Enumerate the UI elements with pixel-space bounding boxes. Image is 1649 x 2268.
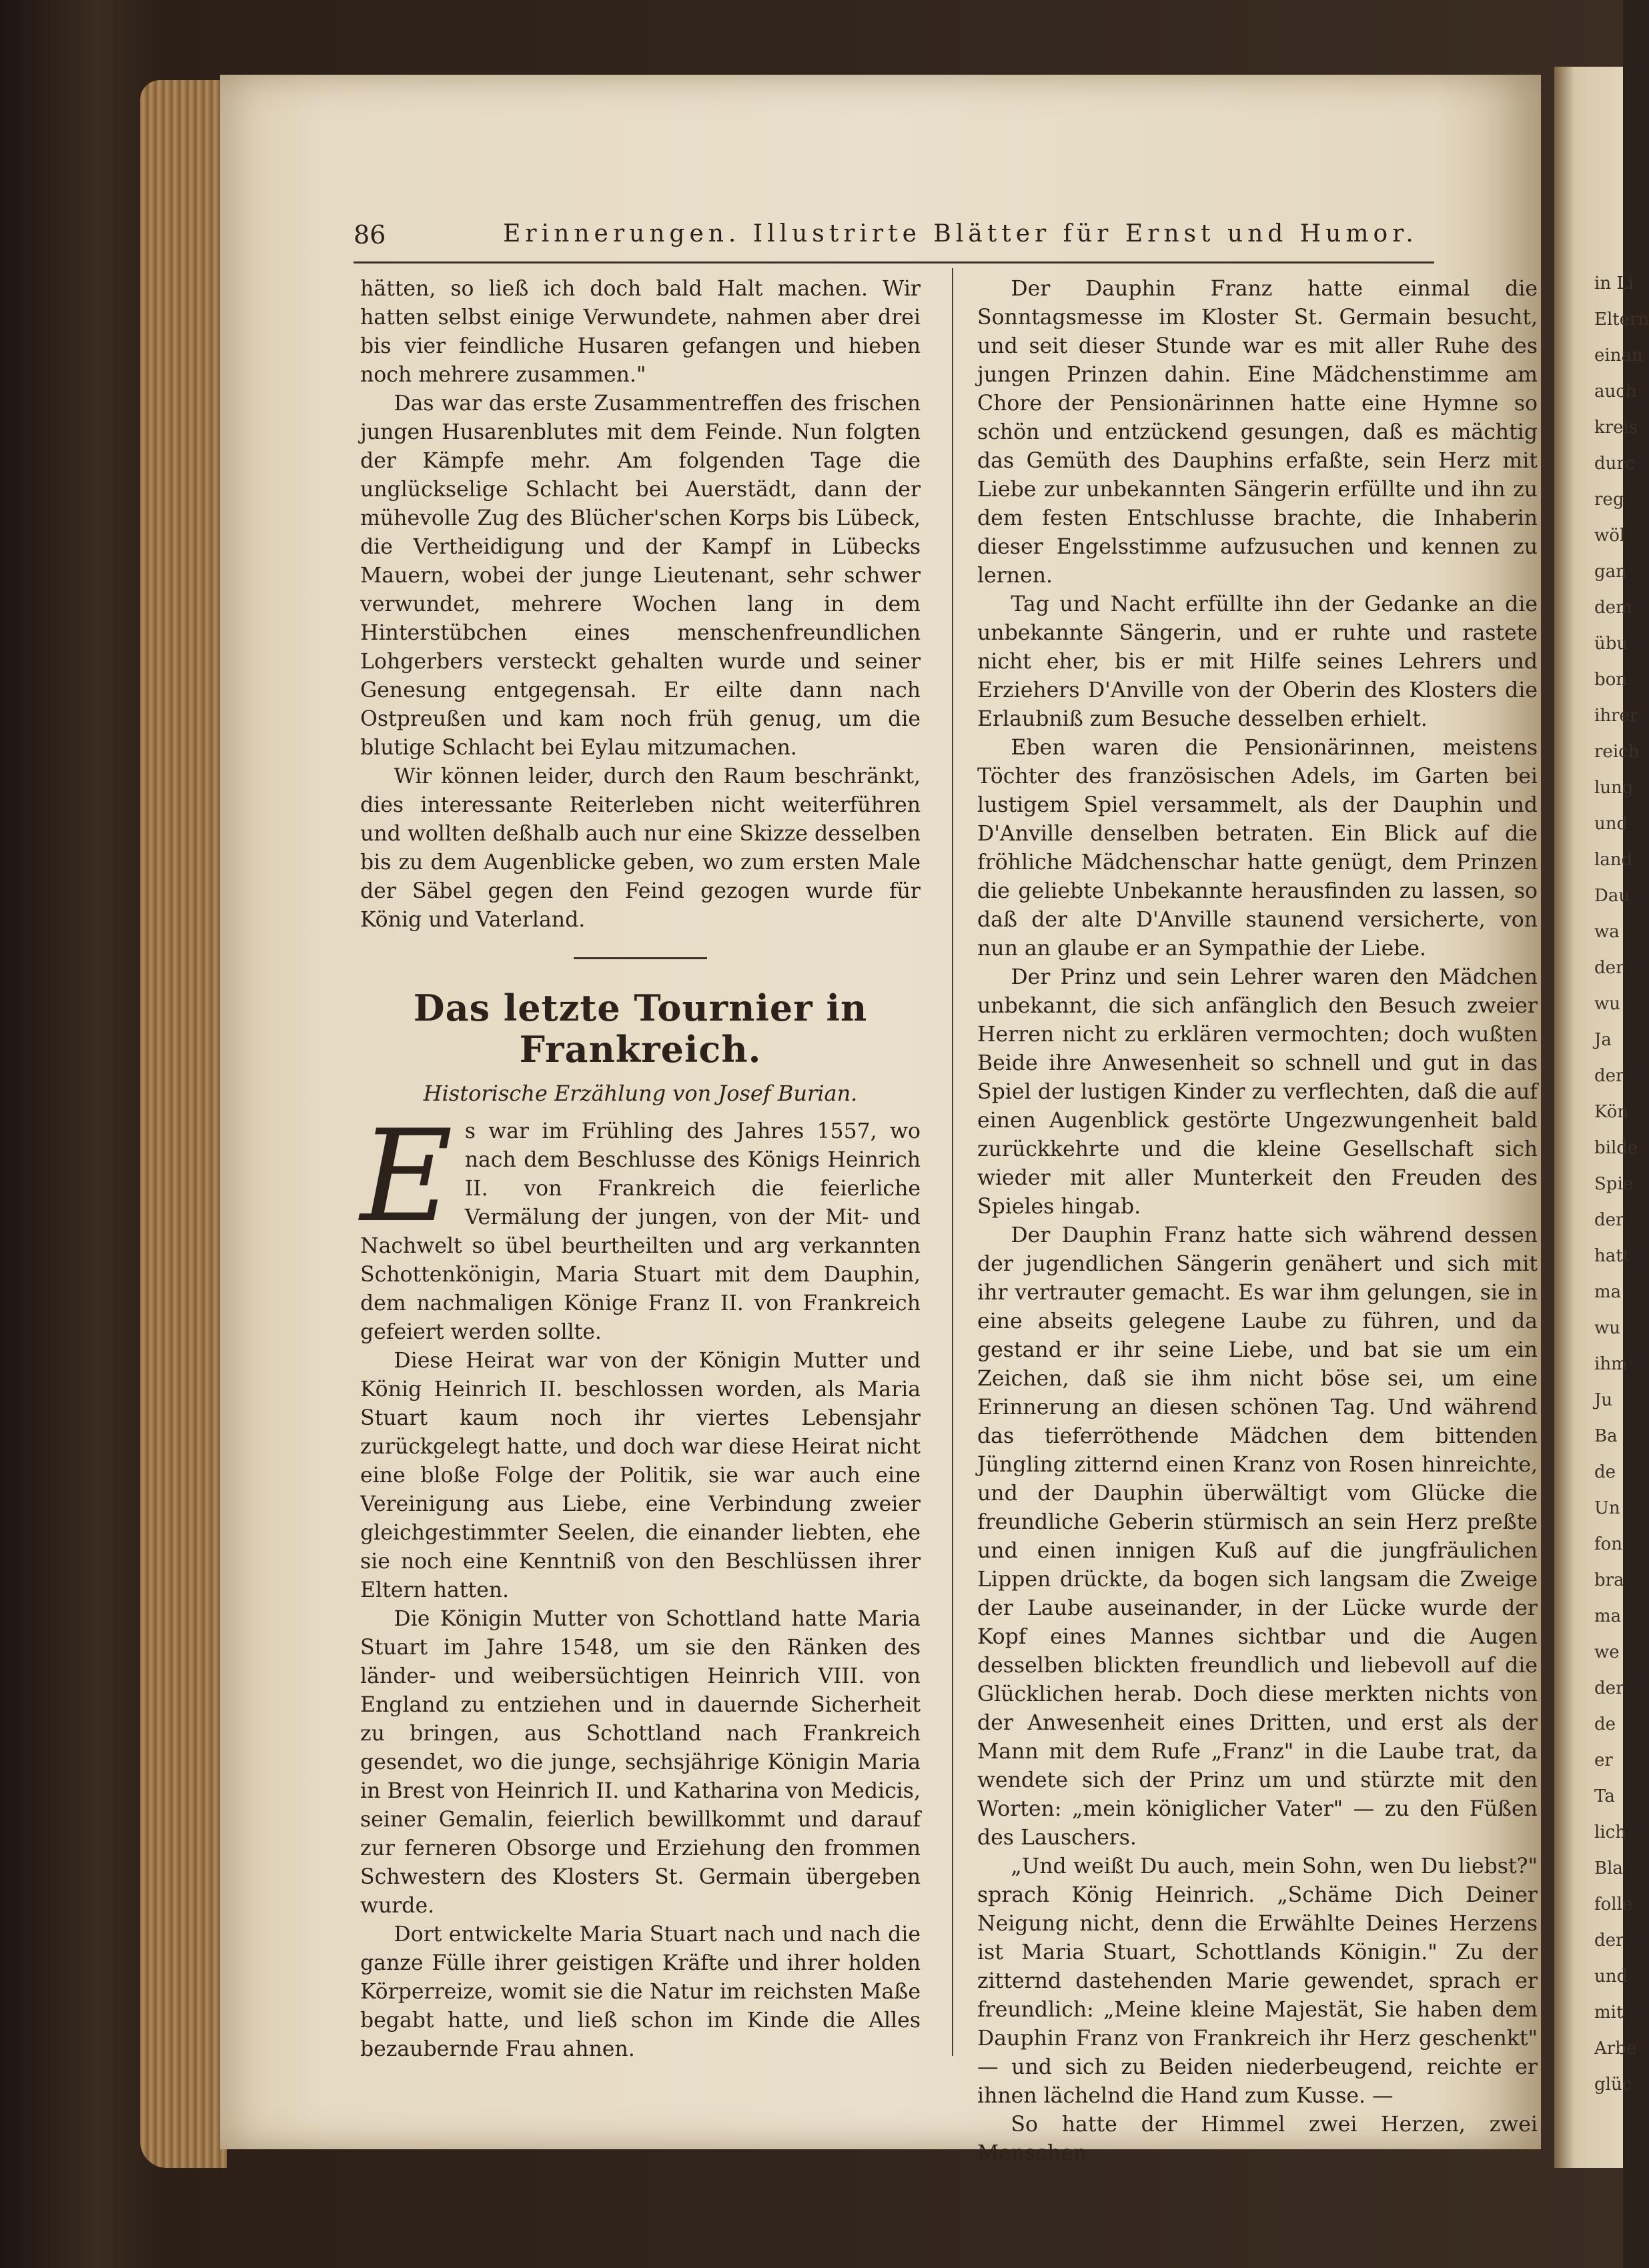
facing-page-fragment: de [1594, 1462, 1616, 1482]
facing-page-fragment: Kön [1594, 1102, 1629, 1122]
story-title: Das letzte Tournier in Frankreich. [413, 987, 868, 1071]
paragraph: Wir können leider, durch den Raum beschränkt, dies interessante Reiterleben nicht weiterführen und wollten deßhalb auch nur eine Skizze desselben bis zu dem Augenblicke geben, wo zum ersten Male der Säbel gegen den Feind gezogen wurde für König und Vaterland. [360, 764, 921, 932]
facing-page-fragment: wu [1594, 1318, 1620, 1338]
facing-page-fragment: ma [1594, 1282, 1622, 1302]
paragraph: hätten, so ließ ich doch bald Halt machen. Wir hatten selbst einige Verwundete, nahmen aber drei bis vier feindliche Husaren gefangen und hieben noch mehrere zusammen." [360, 277, 921, 387]
left-column [360, 275, 921, 2064]
book-page [220, 75, 1541, 2165]
paragraph: Die Königin Mutter von Schottland hatte Maria Stuart im Jahre 1548, um sie den Ränken des länder- und weibersüchtigen Heinrich VIII. von England zu entziehen und in dauernde Sicherheit zu bringen, aus Schottland nach Frankreich gesendet, wo die junge, sechsjährige Königin Maria in Brest von Heinrich II. und Katharina von Medicis, seiner Gemalin, feierlich bewillkommt und darauf zur ferneren Obsorge und Erziehung den frommen Schwestern des Klosters St. Germain übergeben wurde. [360, 1607, 921, 1918]
paragraph: Der Prinz und sein Lehrer waren den Mädchen unbekannt, die sich anfänglich den Besuch zweier Herren nicht zu erklären vermochten; doch wußten Beide ihre Anwesenheit so schnell und gut in das Spiel der lustigen Kinder zu verflechten, daß die auf einen Augenblick gestörte Ungezwungenheit bald zurückkehrte und die kleine Gesellschaft sich wieder mit aller Munterkeit den Freuden des Spieles hingab. [977, 965, 1538, 1219]
page-header [354, 208, 1434, 263]
paragraph: Der Dauphin Franz hatte einmal die Sonntagsmesse im Kloster St. Germain besucht, und seit dieser Stunde war es mit aller Ruhe des jungen Prinzen dahin. Eine Mädchenstimme am Chore der Pensionärinnen hatte eine Hymne so schön und entzückend gesungen, daß es mächtig das Gemüth des Dauphins erfaßte, sein Herz mit Liebe zur unbekannten Sängerin erfüllte und ihn zu dem festen Entschlusse brachte, die Inhaberin dieser Engelsstimme aufzusuchen und kennen zu lernen. [977, 277, 1538, 588]
facing-page-fragment: ihrer [1594, 706, 1638, 726]
facing-page-fragment: der [1594, 1066, 1624, 1086]
facing-page-fragment: land [1594, 850, 1633, 870]
facing-page-fragment: der [1594, 1210, 1624, 1230]
facing-page-fragment: bra [1594, 1570, 1624, 1590]
facing-page-fragment: mit [1594, 2003, 1624, 2023]
facing-page-fragment: ma [1594, 1606, 1622, 1626]
facing-page-fragment: der [1594, 1678, 1624, 1698]
paragraph: So hatte der Himmel zwei Herzen, zwei Menschen [977, 2113, 1538, 2165]
facing-page-fragment: gan [1594, 562, 1627, 582]
paragraph: Tag und Nacht erfüllte ihn der Gedanke an die unbekannte Sängerin, und er ruhte und rastete nicht eher, bis er mit Hilfe seines Lehrers und Erziehers D'Anville von der Oberin des Klosters die Erlaubniß zum Besuche desselben erhielt. [977, 592, 1538, 731]
facing-page-fragment: glüc [1594, 2075, 1632, 2095]
paragraph: Eben waren die Pensionärinnen, meistens Töchter des französischen Adels, im Garten bei lustigem Spiel versammelt, als der Dauphin und D'Anville denselben betraten. Ein Blick auf die fröhliche Mädchenschar hatte genügt, dem Prinzen die geliebte Unbekannte herausfinden zu lassen, so daß der alte D'Anville staunend versicherte, von nun an glaube er an Sympathie der Liebe. [977, 736, 1538, 961]
paragraph: Dort entwickelte Maria Stuart nach und nach die ganze Fülle ihrer geistigen Kräfte und ihrer holden Körperreize, womit sie die Natur im reichsten Maße begabt hatte, und ließ schon im Kinde die Alles bezaubernde Frau ahnen. [360, 1922, 921, 2061]
facing-page-fragment: Un [1594, 1498, 1620, 1518]
story-opening-paragraph [360, 1103, 921, 1347]
facing-page-fragment: Bla [1594, 1858, 1623, 1878]
paragraph: Das war das erste Zusammentreffen des frischen jungen Husarenblutes mit dem Feinde. Nun folgten der Kämpfe mehr. Am folgenden Tage die unglückselige Schlacht bei Auerstädt, dann der mühevolle Zug des Blücher'schen Korps bis Lübeck, die Vertheidigung und der Kampf in Lübecks Mauern, wobei der junge Lieutenant, sehr schwer verwundet, mehrere Wochen lang in dem Hinterstübchen eines menschenfreundlichen Lohgerbers versteckt gehalten wurde und seiner Genesung entgegensah. Er eilte dann nach Ostpreußen und kam noch früh genug, um die blutige Schlacht bei Eylau mitzumachen. [360, 392, 921, 760]
facing-page-fragment: reg [1594, 490, 1624, 510]
facing-page-fragment: wa [1594, 922, 1620, 942]
section-divider [574, 957, 707, 959]
facing-page-fragment: lich [1594, 1822, 1626, 1842]
facing-page-fragment: we [1594, 1642, 1620, 1662]
facing-page-fragment: hatt [1594, 1246, 1630, 1266]
facing-page-fragment: einan [1594, 346, 1643, 366]
facing-page-fragment: und [1594, 1966, 1628, 1987]
story-byline: Historische Erzählung von Josef Burian. [423, 1081, 858, 1106]
facing-page-fragment: bon [1594, 670, 1628, 690]
facing-page-fragment: und [1594, 814, 1628, 834]
facing-page-fragment: Ba [1594, 1426, 1618, 1446]
facing-page-fragment: übu [1594, 634, 1628, 654]
facing-page-fragment: folle [1594, 1894, 1633, 1914]
facing-page-fragment: dem [1594, 598, 1632, 618]
facing-page-sliver [1554, 67, 1649, 2168]
facing-page-fragment: bilde [1594, 1138, 1638, 1158]
page-edge-stack [140, 80, 227, 2168]
facing-page-fragment: Ju [1594, 1390, 1613, 1410]
facing-page-fragment: Arbe [1594, 2039, 1637, 2059]
page-number: 86 [354, 220, 386, 249]
facing-page-fragment: Dau [1594, 886, 1630, 906]
facing-page-fragment: lung [1594, 778, 1634, 798]
facing-page-fragment: Ja [1594, 1030, 1612, 1050]
facing-page-fragment: der [1594, 1930, 1624, 1950]
facing-page-fragment: in Li [1594, 273, 1634, 294]
running-title: Erinnerungen. Illustrirte Blätter für Ernst und Humor. [503, 220, 1418, 247]
facing-page-fragment: de [1594, 1714, 1616, 1734]
facing-page-fragment: auch [1594, 382, 1637, 402]
dropcap-initial: E [360, 1103, 453, 1250]
facing-page-fragment: reich [1594, 742, 1640, 762]
paragraph: „Und weißt Du auch, mein Sohn, wen Du liebst?" sprach König Heinrich. „Schäme Dich Deiner Neigung nicht, denn die Erwählte Deines Herzens ist Maria Stuart, Schottlands Königin." Zu der zitternd dastehenden Marie gewendet, sprach er freundlich: „Meine kleine Majestät, Sie haben dem Dauphin Franz von Frankreich ihr Herz geschenkt" — und sich zu Beiden niederbeugend, reichte er ihnen lächelnd die Hand zum Kusse. — [977, 1854, 1538, 2108]
facing-page-fragment: der [1594, 958, 1624, 978]
column-divider [952, 268, 953, 2056]
facing-page-fragment: er [1594, 1750, 1613, 1770]
facing-page-fragment: Ta [1594, 1786, 1615, 1806]
right-column [977, 275, 1538, 2168]
facing-page-fragment: fon [1594, 1534, 1623, 1554]
paragraph: Der Dauphin Franz hatte sich während dessen der jugendlichen Sängerin genähert und sich mit ihr vertrauter gemacht. Es war ihm gelungen, sie in eine abseits gelegene Laube zu führen, und da gestand er ihr seine Liebe, und bat sie um ein Zeichen, daß sie ihm nicht böse sei, um eine Erinnerung an diesen schönen Tag. Und während das tieferröthende Mädchen dem bittenden Jüngling zitternd einen Kranz von Rosen hinreichte, und der Dauphin überwältigt vom Glücke die freundliche Geberin stürmisch an sein Herz preßte und einen innigen Kuß auf die jungfräulichen Lippen drückte, da bogen sich langsam die Zweige der Laube auseinander, in der Lücke wurde der Kopf eines Mannes sichtbar und die Augen desselben blickten freundlich und liebevoll auf die Glücklichen herab. Doch diese merkten nichts von der Anwesenheit eines Dritten, und erst als der Mann mit dem Rufe „Franz" in die Laube trat, da wendete sich der Prinz um und stürzte mit den Worten: „mein königlicher Vater" — zu den Füßen des Lauschers. [977, 1223, 1538, 1850]
facing-page-fragment: ihm [1594, 1354, 1628, 1374]
facing-page-fragment: kreis [1594, 418, 1638, 438]
facing-page-fragment: durc [1594, 454, 1635, 474]
paragraph: Diese Heirat war von der Königin Mutter und König Heinrich II. beschlossen worden, als Maria Stuart kaum noch ihr viertes Lebensjahr zurückgelegt hatte, und doch war diese Heirat nicht eine bloße Folge der Politik, sie war auch eine Vereinigung aus Liebe, eine Verbindung zweier gleichgestimmter Seelen, die einander liebten, ehe sie noch eine Kenntniß von den Beschlüssen ihrer Eltern hatten. [360, 1349, 921, 1602]
facing-page-fragment: wöl [1594, 526, 1626, 546]
story-opening-text: s war im Frühling des Jahres 1557, wo nach dem Beschlusse des Königs Heinrich II. von Frankreich die feierliche Vermälung der jungen, von der Mit- und Nachwelt so übel beurtheilten und arg verkannten Schottenkönigin, Maria Stuart mit dem Dauphin, dem nachmaligen Könige Franz II. von Frankreich gefeiert werden sollte. [360, 1119, 921, 1344]
facing-page-fragment: wu [1594, 994, 1620, 1014]
facing-page-fragment: Eltern [1594, 310, 1649, 330]
facing-page-fragment: Spie [1594, 1174, 1634, 1194]
